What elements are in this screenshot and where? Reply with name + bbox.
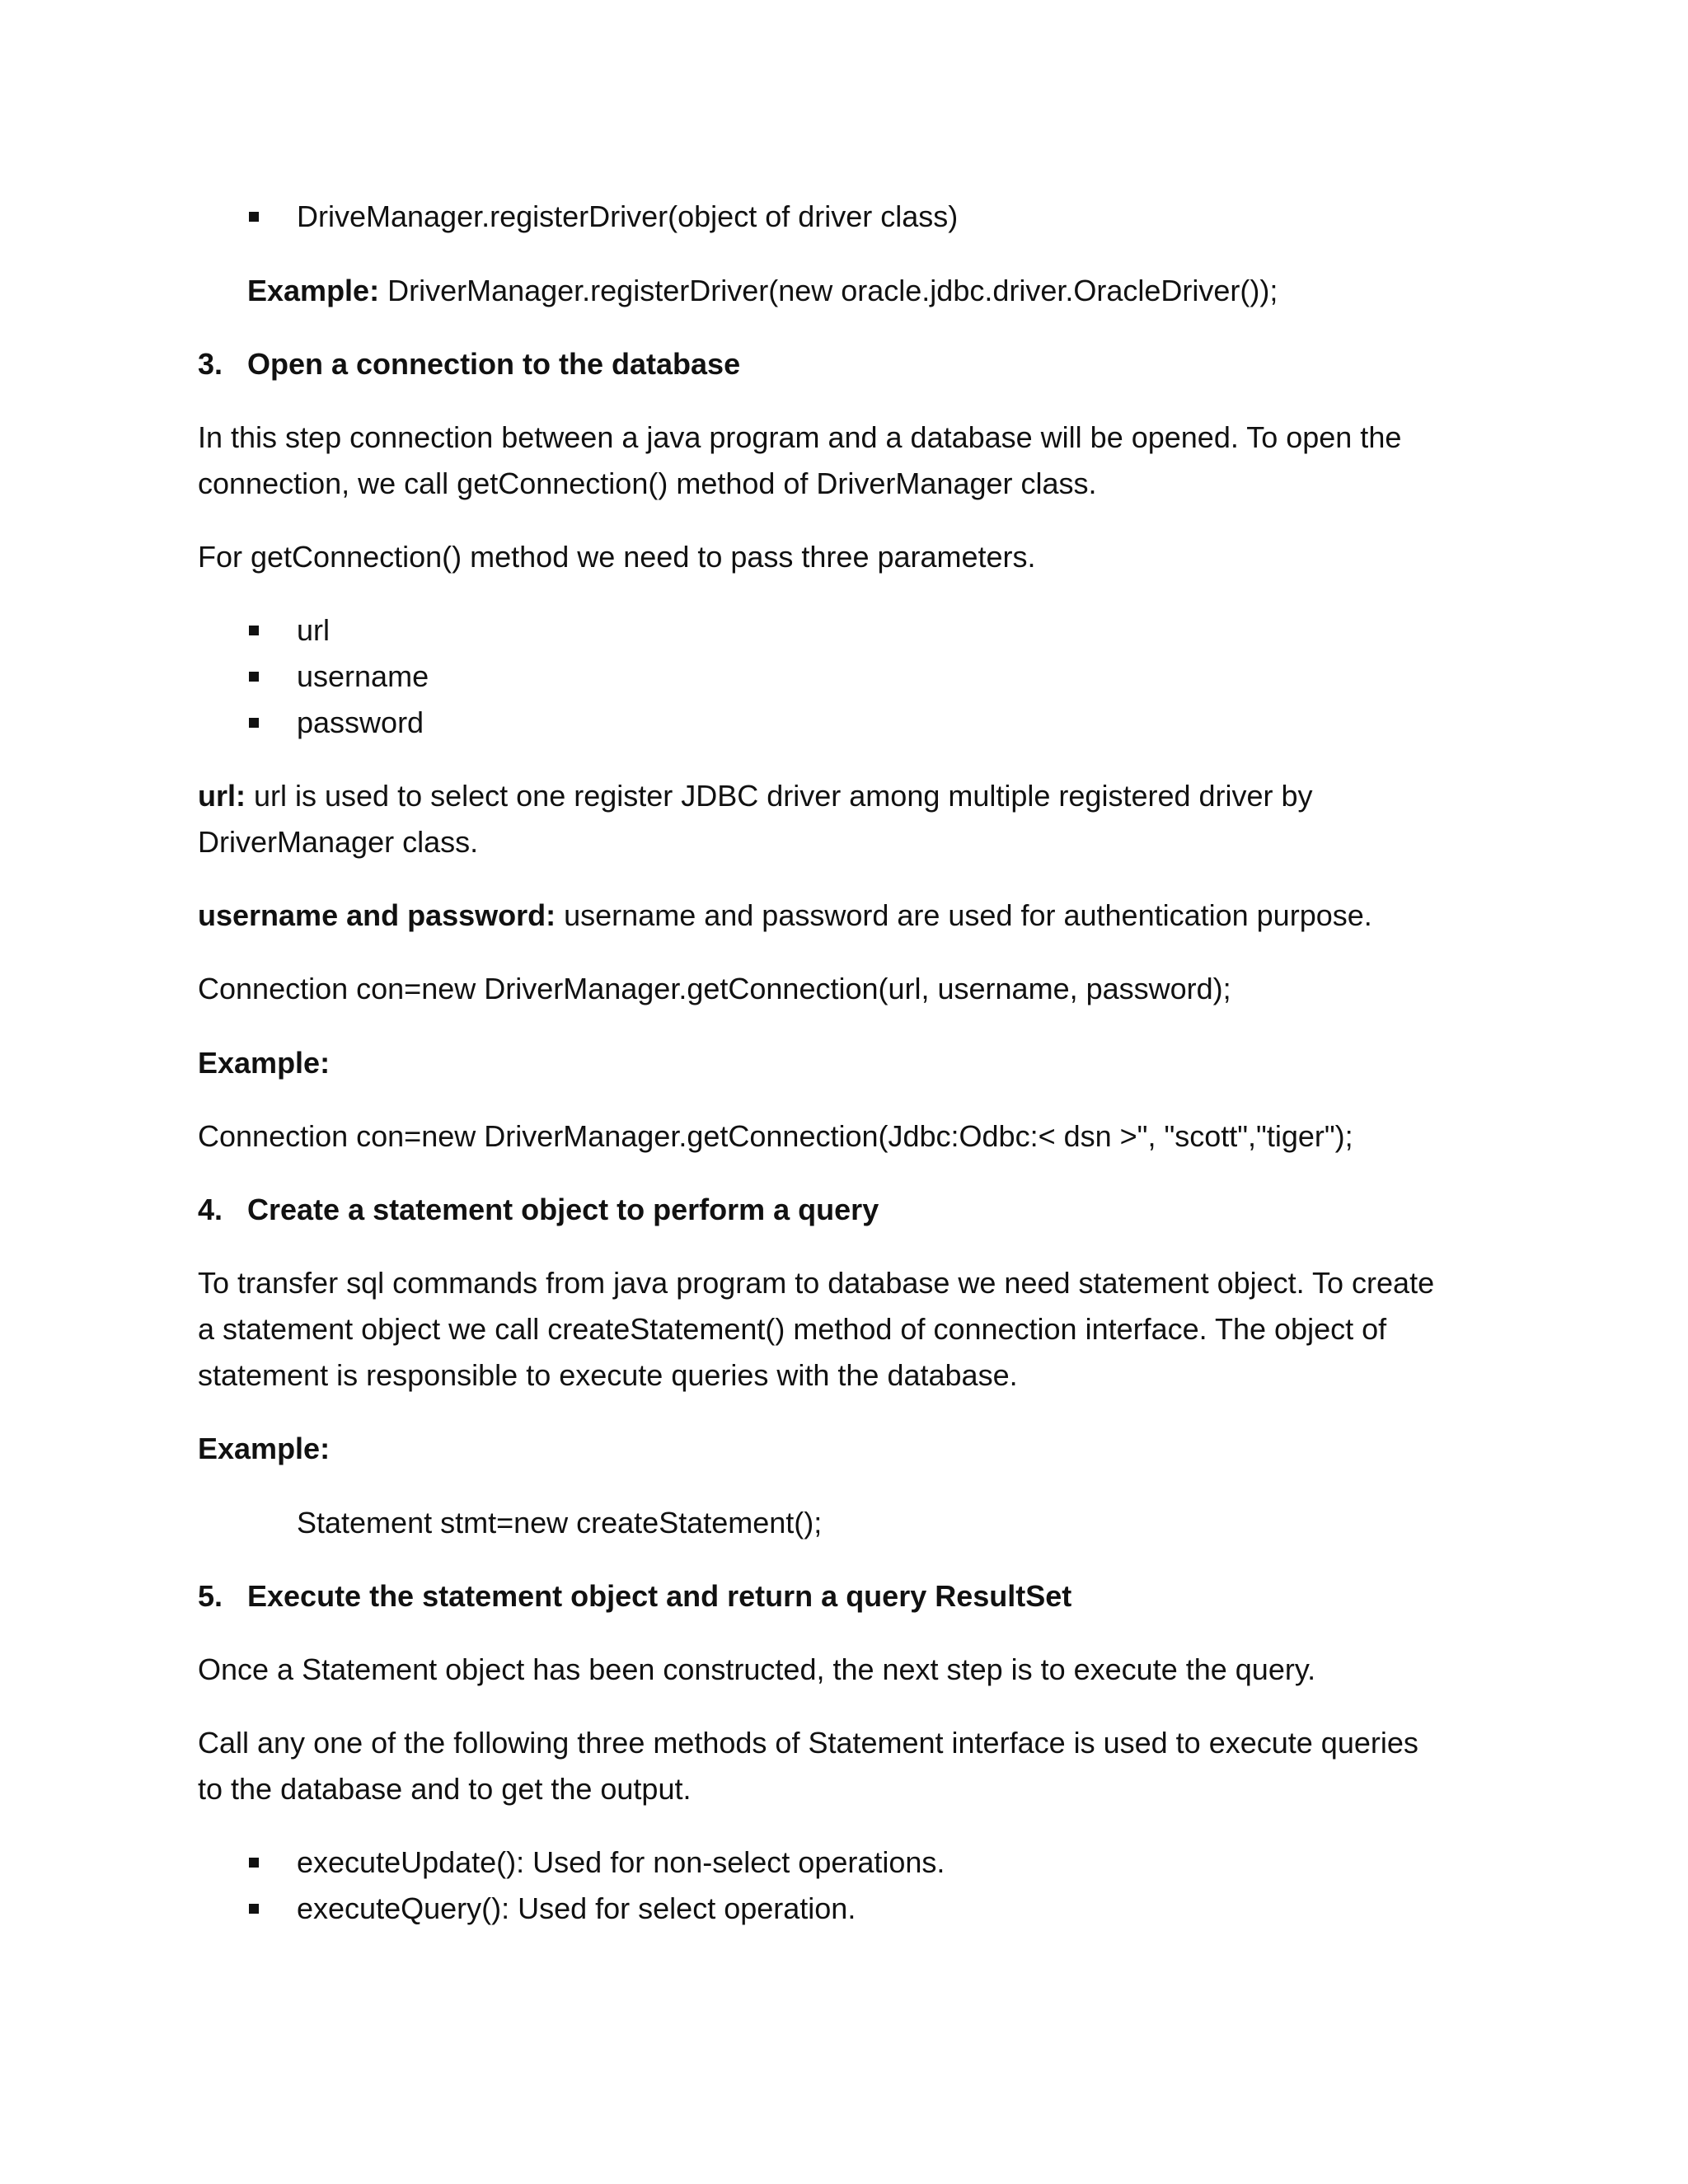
code-example: Statement stmt=new createStatement(); [297, 1506, 823, 1540]
param-item-password: password [297, 705, 424, 739]
code-syntax: Connection con=new DriverManager.getConnection(url, username, password); [198, 972, 1231, 1005]
section-title: Create a statement object to perform a query [247, 1193, 879, 1226]
paragraph: For getConnection() method we need to pass three parameters. [198, 540, 1036, 574]
section-heading-3 [198, 341, 740, 387]
paragraph: DriverManager class. [198, 825, 479, 859]
section-number: 3. [198, 347, 223, 381]
example-label: Example: [198, 1046, 331, 1080]
url-definition [198, 773, 1313, 819]
term-text: url is used to select one register JDBC driver among multiple registered driver by [246, 779, 1313, 813]
section-title: Open a connection to the database [247, 347, 741, 381]
section-heading-5 [198, 1573, 1071, 1619]
section-heading-4 [198, 1187, 879, 1233]
bullet-icon [249, 672, 259, 682]
register-driver-example [247, 268, 1278, 314]
bullet-icon [249, 1904, 259, 1914]
section-number: 4. [198, 1193, 223, 1226]
term-label: username and password: [198, 898, 556, 932]
term-label: url: [198, 779, 246, 813]
code-example: Connection con=new DriverManager.getConnection(Jdbc:Odbc:< dsn >", "scott","tiger"); [198, 1119, 1353, 1153]
auth-definition [198, 893, 1372, 939]
section-number: 5. [198, 1579, 223, 1613]
register-driver-bullet: DriveManager.registerDriver(object of driver class) [297, 199, 959, 233]
param-item-username: username [297, 659, 429, 693]
method-item-execute-update: executeUpdate(): Used for non-select operations. [297, 1845, 945, 1879]
paragraph: In this step connection between a java program and a database will be opened. To open the [198, 420, 1402, 454]
bullet-icon [249, 1858, 259, 1868]
example-label: Example: [247, 274, 380, 307]
paragraph: statement is responsible to execute queries with the database. [198, 1358, 1018, 1392]
term-text: username and password are used for authentication purpose. [556, 898, 1372, 932]
bullet-icon [249, 212, 259, 222]
example-label: Example: [198, 1432, 331, 1465]
section-title: Execute the statement object and return a query ResultSet [247, 1579, 1072, 1613]
bullet-icon [249, 626, 259, 635]
paragraph: To transfer sql commands from java program to database we need statement object. To create [198, 1266, 1435, 1300]
paragraph: to the database and to get the output. [198, 1772, 692, 1806]
paragraph: Call any one of the following three methods of Statement interface is used to execute queries [198, 1726, 1418, 1760]
paragraph: a statement object we call createStatement() method of connection interface. The object of [198, 1312, 1387, 1346]
param-item-url: url [297, 613, 331, 647]
paragraph: Once a Statement object has been constructed, the next step is to execute the query. [198, 1652, 1316, 1686]
bullet-icon [249, 718, 259, 728]
paragraph: connection, we call getConnection() method of DriverManager class. [198, 466, 1097, 500]
example-text: DriverManager.registerDriver(new oracle.jdbc.driver.OracleDriver()); [379, 274, 1278, 307]
method-item-execute-query: executeQuery(): Used for select operation. [297, 1891, 856, 1925]
